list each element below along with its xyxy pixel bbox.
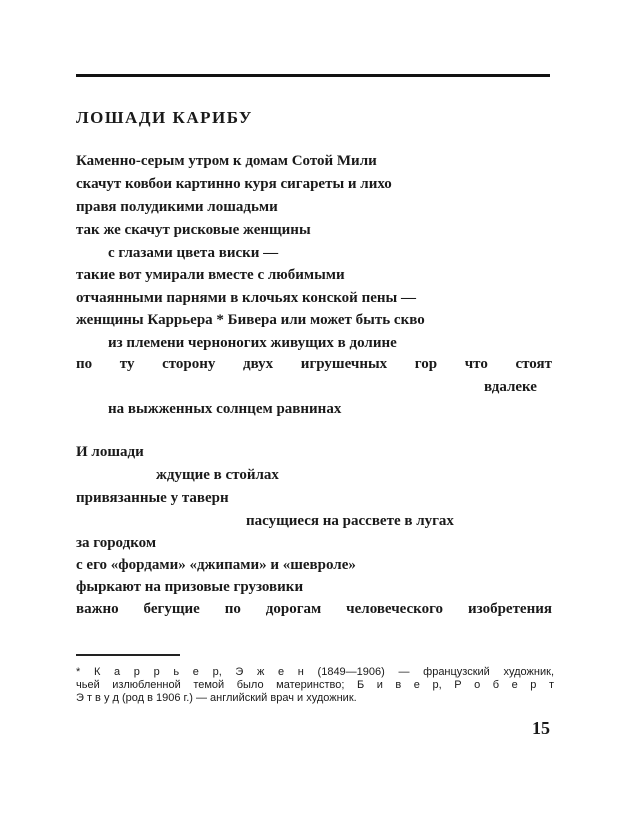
- poem-line: фыркают на призовые грузовики: [76, 579, 304, 595]
- footnote-line: Э т в у д (род в 1906 г.) — английский врач и художник.: [76, 692, 357, 704]
- poem-line: женщины Каррьера * Бивера или может быть скво: [76, 312, 425, 328]
- poem-line: с глазами цвета виски —: [108, 245, 279, 261]
- poem-line: скачут ковбои картинно куря сигареты и лихо: [76, 176, 392, 192]
- poem-line: И лошади: [76, 444, 144, 460]
- poem-line: важно бегущие по дорогам человеческого изобретения: [76, 601, 552, 617]
- poem-line: с его «фордами» «джипами» и «шевроле»: [76, 557, 356, 573]
- poem-line: такие вот умирали вместе с любимыми: [76, 267, 345, 283]
- poem-line: так же скачут рисковые женщины: [76, 222, 311, 238]
- footnote-rule: [76, 654, 180, 656]
- footnote-line: * К а р р ь е р, Э ж е н (1849—1906) — французский художник,: [76, 666, 554, 678]
- page-number: 15: [532, 718, 550, 738]
- poem-line: вдалеке: [484, 379, 537, 395]
- poem-line: из племени черноногих живущих в долине: [108, 335, 397, 351]
- poem-line: ждущие в стойлах: [156, 467, 279, 483]
- poem-line: Каменно-серым утром к домам Сотой Мили: [76, 153, 377, 169]
- footnote-line: чьей излюбленной темой было материнство; Б и в е р, Р о б е р т: [76, 679, 554, 691]
- poem-line: правя полудикими лошадьми: [76, 199, 278, 215]
- poem-line: на выжженных солнцем равнинах: [108, 401, 342, 417]
- poem-line: привязанные у таверн: [76, 490, 229, 506]
- poem-title: ЛОШАДИ КАРИБУ: [76, 108, 253, 127]
- poem-line: за городком: [76, 535, 157, 551]
- poem-line: пасущиеся на рассвете в лугах: [246, 513, 454, 529]
- poem-line: по ту сторону двух игрушечных гор что стоят: [76, 356, 552, 372]
- poem-line: отчаянными парнями в клочьях конской пены —: [76, 290, 416, 306]
